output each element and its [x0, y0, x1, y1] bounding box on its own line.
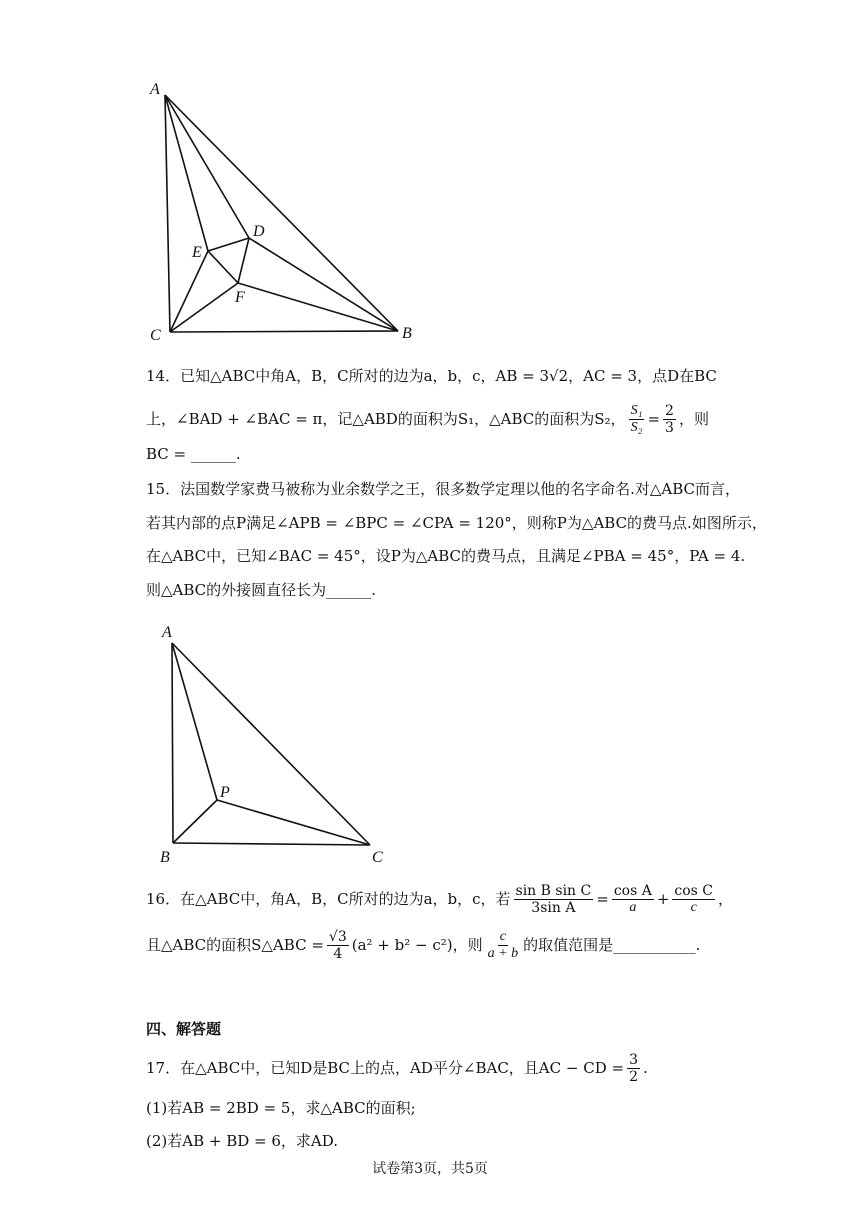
q16-fraction-c-ab: [486, 929, 520, 962]
label-p: P: [220, 784, 230, 801]
q15-line1: [146, 479, 740, 499]
label-b: B: [160, 849, 170, 866]
q17-fraction-den: 2: [629, 1068, 638, 1085]
edge-ef: [208, 251, 238, 283]
edge-ed: [208, 238, 249, 251]
figure-triangle-abc-def: [140, 75, 430, 350]
edge-db: [249, 238, 398, 331]
edge-ce: [170, 251, 208, 332]
q17-sub1-text: (1)若AB = 2BD = 5，求△ABC的面积;: [146, 1099, 416, 1117]
q17-sub2-text: (2)若AB + BD = 6，求AD.: [146, 1132, 338, 1150]
edge-cf: [170, 283, 238, 332]
q16-fraction-sin-num: sin B sin C: [515, 882, 592, 899]
edge-ae: [165, 95, 208, 251]
edge-bc: [173, 843, 370, 845]
q14-ratio-left-num: S₁: [630, 402, 643, 418]
q14-line2: [146, 402, 709, 436]
q15-line2: [146, 513, 767, 533]
q14-ratio-right-den: 3: [665, 419, 674, 436]
q14-line2-tail: ，则: [678, 410, 709, 428]
q15-line3-text: 在△ABC中，已知∠BAC = 45°，设P为△ABC的费马点，且满足∠PBA = 45°，PA = 4.: [146, 547, 746, 565]
section-heading: 四、解答题: [146, 1020, 222, 1038]
edge-ab: [172, 643, 173, 843]
q16-fraction-sqrt3-den: 4: [333, 945, 343, 962]
q17-sub2: [146, 1131, 338, 1151]
q16-line2-tail: 的取值范围是___________.: [523, 936, 701, 954]
q15-line4: [146, 580, 376, 600]
q16-plus: +: [656, 890, 670, 908]
q16-fraction-sqrt3-num: √3: [328, 928, 347, 945]
q16-fraction-cos-a: [612, 883, 654, 916]
q16-line2-mid: (a² + b² − c²)，则: [351, 936, 483, 954]
q15-line2-text: 若其内部的点P满足∠APB = ∠BPC = ∠CPA = 120°，则称P为△ABC的费马点.如图所示，: [146, 514, 767, 532]
q14-ratio-left-den: S₂: [630, 419, 643, 435]
q14-line2-text: 上，∠BAD + ∠BAC = π，记△ABD的面积为S₁，△ABC的面积为S₂，: [146, 410, 626, 428]
label-a: A: [162, 624, 172, 641]
q16-fraction-cos-c-den: c: [690, 899, 697, 915]
q14-ratio-left: [629, 403, 645, 436]
q16-fraction-cos-c-num: cos C: [674, 882, 714, 899]
q16-line1: [146, 880, 733, 918]
edge-df: [238, 238, 249, 283]
q16-fraction-sqrt3: [327, 929, 349, 962]
page-footer: 试卷第3页，共5页: [372, 1161, 488, 1177]
edge-ac: [165, 95, 170, 332]
figure-fermat-point: [150, 620, 400, 870]
label-b: B: [402, 325, 412, 342]
q14-equals: =: [647, 410, 661, 428]
q16-line2: [146, 926, 700, 964]
q16-line1-tail: ，: [718, 890, 734, 908]
label-e: E: [192, 244, 202, 261]
q14-line3: [146, 444, 241, 464]
q17-sub1: [146, 1098, 416, 1118]
edge-bp: [173, 800, 217, 843]
q17-fraction: [627, 1052, 640, 1085]
q15-line3: [146, 546, 745, 566]
q17-line1-tail: .: [642, 1059, 648, 1077]
q14-line1-text: 14．已知△ABC中角A，B，C所对的边为a，b，c，AB = 3√2，AC = 3，点D在BC: [146, 367, 717, 385]
q17-line1-text: 17．在△ABC中，已知D是BC上的点，AD平分∠BAC，且AC − CD =: [146, 1059, 625, 1077]
q16-fraction-cos-a-den: a: [629, 899, 637, 915]
q17-line1: [146, 1050, 648, 1086]
q16-fraction-sin: [514, 883, 594, 916]
q16-fraction-cos-a-num: cos A: [613, 882, 652, 899]
q16-line2-text: 且△ABC的面积S△ABC =: [146, 936, 324, 954]
q16-fraction-c-ab-num: c: [499, 928, 506, 944]
q14-ratio-right-num: 2: [665, 402, 674, 419]
q17-fraction-num: 3: [629, 1051, 638, 1068]
q14-line3-text: BC = ______.: [146, 445, 241, 463]
q15-line1-text: 15．法国数学家费马被称为业余数学之王，很多数学定理以他的名字命名.对△ABC而言，: [146, 480, 741, 498]
q15-line4-text: 则△ABC的外接圆直径长为______.: [146, 581, 376, 599]
q16-fraction-c-ab-den: a + b: [487, 945, 519, 961]
edge-cb: [170, 331, 398, 332]
q16-line1-text: 16．在△ABC中，角A，B，C所对的边为a，b，c，若: [146, 890, 511, 908]
label-a: A: [150, 81, 160, 98]
q16-equals: =: [596, 890, 609, 908]
q14-ratio-right: [663, 403, 676, 436]
q14-line1: [146, 366, 717, 386]
q16-fraction-cos-c: [672, 883, 715, 916]
label-d: D: [253, 223, 265, 240]
label-c: C: [372, 849, 383, 866]
label-c: C: [150, 327, 161, 344]
label-f: F: [235, 289, 245, 306]
q16-fraction-sin-den: 3sin A: [531, 899, 576, 916]
